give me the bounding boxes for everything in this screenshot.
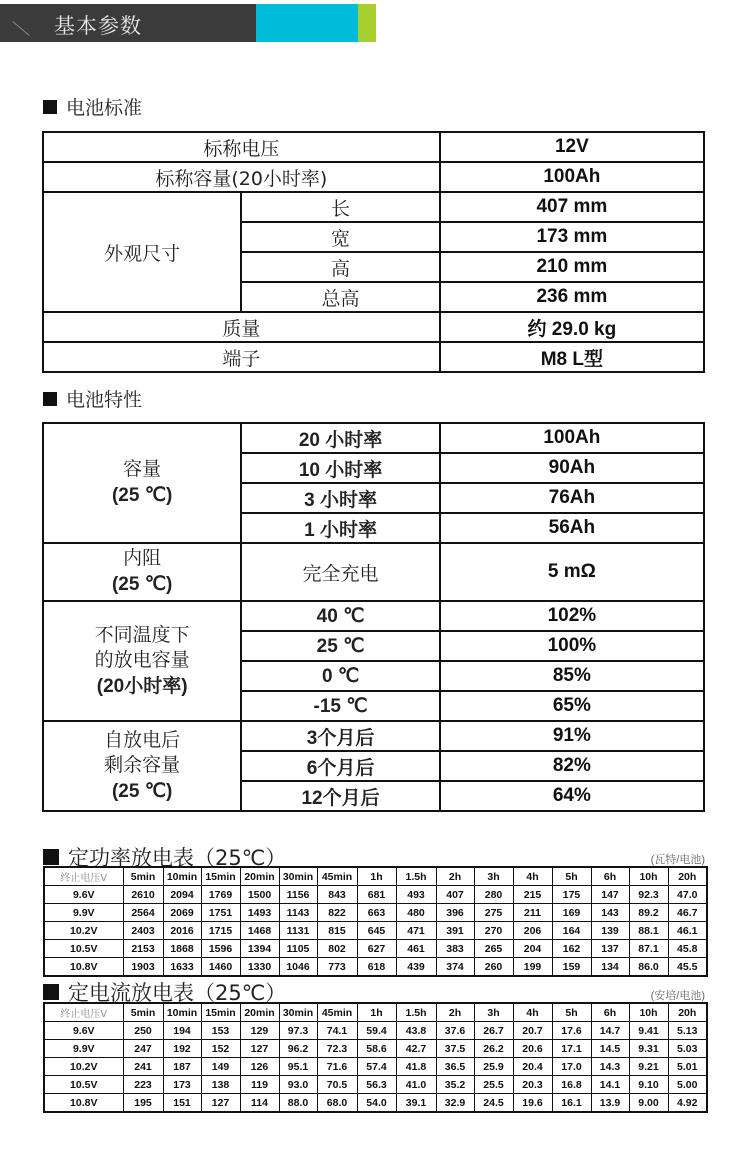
heading-text: 电池标准 [66, 97, 143, 119]
internal-resistance-label-cell [43, 543, 241, 601]
data-cell: 1046 [279, 958, 317, 977]
unit-label: (安培/电池) [650, 990, 705, 1002]
battery-characteristics-table [42, 422, 705, 812]
data-cell: 4.92 [668, 1094, 707, 1113]
data-cell: 43.8 [396, 1022, 436, 1040]
rate-cell: 10 小时率 [241, 453, 439, 483]
rate-cell: 1 小时率 [241, 513, 439, 543]
label-cell: 长 [241, 192, 439, 222]
data-cell: 627 [357, 940, 396, 958]
heading-text: 定电流放电表（25℃） [68, 981, 287, 1005]
data-cell: 493 [396, 886, 436, 904]
data-cell: 260 [474, 958, 513, 977]
table-row [43, 543, 704, 601]
label-line: (25 ℃) [111, 485, 173, 506]
value-cell: 90Ah [440, 453, 704, 483]
label-line: 不同温度下 [94, 623, 190, 646]
header-row [44, 867, 707, 886]
column-header: 2h [436, 867, 474, 886]
data-cell: 14.3 [591, 1058, 629, 1076]
value-cell: 85% [440, 661, 704, 691]
voltage-cell: 10.5V [44, 940, 123, 958]
data-cell: 480 [396, 904, 436, 922]
column-header: 2h [436, 1003, 474, 1022]
column-header: 20min [240, 1003, 279, 1022]
data-cell: 1460 [201, 958, 240, 977]
data-cell: 645 [357, 922, 396, 940]
data-cell: 843 [317, 886, 357, 904]
data-cell: 822 [317, 904, 357, 922]
data-cell: 280 [474, 886, 513, 904]
label-line: 内阻 [123, 547, 162, 570]
data-cell: 2564 [123, 904, 163, 922]
temperature-cell: 25 ℃ [241, 631, 439, 661]
section-heading-battery-characteristics [43, 385, 142, 412]
section-banner [0, 4, 376, 42]
column-header: 3h [474, 1003, 513, 1022]
value-cell: 210 mm [440, 252, 704, 282]
data-cell: 119 [240, 1076, 279, 1094]
data-cell: 169 [552, 904, 591, 922]
data-cell: 5.13 [668, 1022, 707, 1040]
table-row [44, 1076, 707, 1094]
data-cell: 215 [513, 886, 552, 904]
column-header: 20h [668, 867, 707, 886]
data-cell: 1500 [240, 886, 279, 904]
data-cell: 35.2 [436, 1076, 474, 1094]
column-header: 10min [163, 1003, 201, 1022]
heading-text: 电池特性 [66, 389, 143, 411]
data-cell: 5.03 [668, 1040, 707, 1058]
data-cell: 5.01 [668, 1058, 707, 1076]
label-cell: 总高 [241, 282, 439, 312]
data-cell: 71.6 [317, 1058, 357, 1076]
data-cell: 95.1 [279, 1058, 317, 1076]
table-row [43, 132, 704, 162]
table-row [44, 1094, 707, 1113]
data-cell: 88.0 [279, 1094, 317, 1113]
column-header: 15min [201, 867, 240, 886]
data-cell: 265 [474, 940, 513, 958]
data-cell: 9.41 [629, 1022, 668, 1040]
data-cell: 37.6 [436, 1022, 474, 1040]
value-cell: 约 29.0 kg [440, 312, 704, 342]
label-cell: 质量 [43, 312, 440, 342]
data-cell: 13.9 [591, 1094, 629, 1113]
table-row [44, 922, 707, 940]
data-cell: 147 [591, 886, 629, 904]
data-cell: 17.1 [552, 1040, 591, 1058]
data-cell: 88.1 [629, 922, 668, 940]
column-header: 15min [201, 1003, 240, 1022]
data-cell: 1715 [201, 922, 240, 940]
banner-title: 基本参数 [54, 14, 142, 38]
dimensions-label-cell: 外观尺寸 [43, 192, 241, 312]
data-cell: 2016 [163, 922, 201, 940]
table-row [44, 940, 707, 958]
data-cell: 206 [513, 922, 552, 940]
data-cell: 9.31 [629, 1040, 668, 1058]
data-cell: 1468 [240, 922, 279, 940]
data-cell: 1868 [163, 940, 201, 958]
data-cell: 19.6 [513, 1094, 552, 1113]
table-row [43, 312, 704, 342]
table-row [43, 162, 704, 192]
data-cell: 223 [123, 1076, 163, 1094]
data-cell: 1493 [240, 904, 279, 922]
data-cell: 68.0 [317, 1094, 357, 1113]
battery-standard-table [42, 131, 705, 373]
data-cell: 815 [317, 922, 357, 940]
table-row [44, 1040, 707, 1058]
label-cell: 高 [241, 252, 439, 282]
data-cell: 391 [436, 922, 474, 940]
data-cell: 46.1 [668, 922, 707, 940]
column-header-cutoff-voltage: 终止电压V [44, 867, 123, 886]
column-header: 10h [629, 867, 668, 886]
period-cell: 6个月后 [241, 751, 439, 781]
value-cell: 76Ah [440, 483, 704, 513]
data-cell: 187 [163, 1058, 201, 1076]
data-cell: 127 [240, 1040, 279, 1058]
data-cell: 137 [591, 940, 629, 958]
label-line: 自放电后 [104, 728, 181, 751]
data-cell: 9.10 [629, 1076, 668, 1094]
value-cell: 65% [440, 691, 704, 721]
column-header: 6h [591, 867, 629, 886]
data-cell: 471 [396, 922, 436, 940]
value-cell: 100% [440, 631, 704, 661]
column-header: 10min [163, 867, 201, 886]
data-cell: 74.1 [317, 1022, 357, 1040]
voltage-cell: 10.2V [44, 1058, 123, 1076]
column-header: 1h [357, 1003, 396, 1022]
data-cell: 247 [123, 1040, 163, 1058]
table-row [44, 904, 707, 922]
data-cell: 2094 [163, 886, 201, 904]
data-cell: 20.6 [513, 1040, 552, 1058]
data-cell: 56.3 [357, 1076, 396, 1094]
data-cell: 1156 [279, 886, 317, 904]
data-cell: 114 [240, 1094, 279, 1113]
data-cell: 16.1 [552, 1094, 591, 1113]
data-cell: 175 [552, 886, 591, 904]
data-cell: 1330 [240, 958, 279, 977]
data-cell: 250 [123, 1022, 163, 1040]
data-cell: 16.8 [552, 1076, 591, 1094]
data-cell: 26.7 [474, 1022, 513, 1040]
capacity-label-cell [43, 423, 241, 543]
label-line: (25 ℃) [111, 574, 173, 595]
column-header: 5min [123, 1003, 163, 1022]
data-cell: 195 [123, 1094, 163, 1113]
data-cell: 17.6 [552, 1022, 591, 1040]
data-cell: 241 [123, 1058, 163, 1076]
table-row [43, 342, 704, 372]
condition-cell: 完全充电 [241, 543, 439, 601]
data-cell: 86.0 [629, 958, 668, 977]
data-cell: 47.0 [668, 886, 707, 904]
value-cell: 5 mΩ [440, 543, 704, 601]
column-header: 30min [279, 867, 317, 886]
data-cell: 54.0 [357, 1094, 396, 1113]
rate-cell: 3 小时率 [241, 483, 439, 513]
data-cell: 1596 [201, 940, 240, 958]
self-discharge-label-cell [43, 721, 241, 811]
data-cell: 87.1 [629, 940, 668, 958]
column-header: 3h [474, 867, 513, 886]
column-header: 20h [668, 1003, 707, 1022]
data-cell: 24.5 [474, 1094, 513, 1113]
data-cell: 2610 [123, 886, 163, 904]
column-header: 5h [552, 867, 591, 886]
data-cell: 199 [513, 958, 552, 977]
data-cell: 25.9 [474, 1058, 513, 1076]
data-cell: 773 [317, 958, 357, 977]
data-cell: 149 [201, 1058, 240, 1076]
table-row [43, 721, 704, 751]
value-cell: 173 mm [440, 222, 704, 252]
label-line: (25 ℃) [111, 780, 173, 802]
table-row [44, 1058, 707, 1076]
table-row [44, 886, 707, 904]
data-cell: 45.5 [668, 958, 707, 977]
data-cell: 275 [474, 904, 513, 922]
data-cell: 42.7 [396, 1040, 436, 1058]
data-cell: 14.7 [591, 1022, 629, 1040]
data-cell: 681 [357, 886, 396, 904]
data-cell: 72.3 [317, 1040, 357, 1058]
label-cell: 端子 [43, 342, 440, 372]
table-row [44, 1022, 707, 1040]
rate-cell: 20 小时率 [241, 423, 439, 453]
temperature-cell: 40 ℃ [241, 601, 439, 631]
square-bullet-icon [43, 100, 57, 114]
data-cell: 59.4 [357, 1022, 396, 1040]
value-cell: 236 mm [440, 282, 704, 312]
data-cell: 1394 [240, 940, 279, 958]
column-header: 20min [240, 867, 279, 886]
data-cell: 151 [163, 1094, 201, 1113]
voltage-cell: 10.2V [44, 922, 123, 940]
unit-label: (瓦特/电池) [650, 854, 705, 866]
column-header: 30min [279, 1003, 317, 1022]
square-bullet-icon [43, 392, 57, 406]
data-cell: 461 [396, 940, 436, 958]
data-cell: 2403 [123, 922, 163, 940]
value-cell: 91% [440, 721, 704, 751]
square-bullet-icon [43, 849, 59, 865]
data-cell: 32.9 [436, 1094, 474, 1113]
data-cell: 97.3 [279, 1022, 317, 1040]
section-heading-battery-standard [43, 93, 142, 120]
data-cell: 1903 [123, 958, 163, 977]
value-cell: M8 L型 [440, 342, 704, 372]
data-cell: 152 [201, 1040, 240, 1058]
column-header: 45min [317, 1003, 357, 1022]
header-row [44, 1003, 707, 1022]
voltage-cell: 9.9V [44, 904, 123, 922]
data-cell: 270 [474, 922, 513, 940]
column-header: 45min [317, 867, 357, 886]
data-cell: 89.2 [629, 904, 668, 922]
column-header-cutoff-voltage: 终止电压V [44, 1003, 123, 1022]
data-cell: 439 [396, 958, 436, 977]
data-cell: 407 [436, 886, 474, 904]
voltage-cell: 9.6V [44, 1022, 123, 1040]
data-cell: 618 [357, 958, 396, 977]
column-header: 6h [591, 1003, 629, 1022]
label-cell: 标称容量(20小时率) [43, 162, 440, 192]
data-cell: 138 [201, 1076, 240, 1094]
value-cell: 100Ah [440, 162, 704, 192]
data-cell: 57.4 [357, 1058, 396, 1076]
data-cell: 1131 [279, 922, 317, 940]
voltage-cell: 10.8V [44, 958, 123, 977]
column-header: 1h [357, 867, 396, 886]
banner-cyan-block [256, 4, 358, 42]
table-row [43, 192, 704, 222]
column-header: 4h [513, 1003, 552, 1022]
square-bullet-icon [43, 984, 59, 1000]
data-cell: 126 [240, 1058, 279, 1076]
column-header: 10h [629, 1003, 668, 1022]
data-cell: 139 [591, 922, 629, 940]
data-cell: 1751 [201, 904, 240, 922]
label-cell: 标称电压 [43, 132, 440, 162]
period-cell: 3个月后 [241, 721, 439, 751]
data-cell: 127 [201, 1094, 240, 1113]
data-cell: 9.21 [629, 1058, 668, 1076]
data-cell: 20.3 [513, 1076, 552, 1094]
column-header: 4h [513, 867, 552, 886]
value-cell: 12V [440, 132, 704, 162]
data-cell: 93.0 [279, 1076, 317, 1094]
data-cell: 14.1 [591, 1076, 629, 1094]
value-cell: 64% [440, 781, 704, 811]
label-line: 容量 [123, 458, 162, 481]
data-cell: 20.7 [513, 1022, 552, 1040]
temperature-cell: 0 ℃ [241, 661, 439, 691]
temperature-cell: -15 ℃ [241, 691, 439, 721]
label-line: (20小时率) [96, 675, 188, 697]
data-cell: 192 [163, 1040, 201, 1058]
temperature-capacity-label-cell [43, 601, 241, 721]
value-cell: 407 mm [440, 192, 704, 222]
data-cell: 396 [436, 904, 474, 922]
data-cell: 14.5 [591, 1040, 629, 1058]
value-cell: 102% [440, 601, 704, 631]
table-row [43, 601, 704, 631]
voltage-cell: 9.9V [44, 1040, 123, 1058]
column-header: 5h [552, 1003, 591, 1022]
data-cell: 164 [552, 922, 591, 940]
value-cell: 56Ah [440, 513, 704, 543]
data-cell: 36.5 [436, 1058, 474, 1076]
banner-green-block [358, 4, 376, 42]
data-cell: 92.3 [629, 886, 668, 904]
data-cell: 46.7 [668, 904, 707, 922]
value-cell: 100Ah [440, 423, 704, 453]
data-cell: 45.8 [668, 940, 707, 958]
data-cell: 173 [163, 1076, 201, 1094]
data-cell: 153 [201, 1022, 240, 1040]
constant-current-table [43, 1002, 708, 1113]
data-cell: 41.8 [396, 1058, 436, 1076]
column-header: 1.5h [396, 867, 436, 886]
data-cell: 39.1 [396, 1094, 436, 1113]
data-cell: 143 [591, 904, 629, 922]
data-cell: 58.6 [357, 1040, 396, 1058]
constant-power-table [43, 866, 708, 977]
data-cell: 663 [357, 904, 396, 922]
label-line: 剩余容量 [104, 754, 181, 777]
data-cell: 96.2 [279, 1040, 317, 1058]
data-cell: 1769 [201, 886, 240, 904]
voltage-cell: 10.5V [44, 1076, 123, 1094]
data-cell: 26.2 [474, 1040, 513, 1058]
data-cell: 383 [436, 940, 474, 958]
data-cell: 1633 [163, 958, 201, 977]
data-cell: 204 [513, 940, 552, 958]
heading-text: 定功率放电表（25℃） [68, 846, 287, 870]
value-cell: 82% [440, 751, 704, 781]
data-cell: 134 [591, 958, 629, 977]
data-cell: 159 [552, 958, 591, 977]
column-header: 5min [123, 867, 163, 886]
table-row [43, 423, 704, 453]
data-cell: 17.0 [552, 1058, 591, 1076]
data-cell: 20.4 [513, 1058, 552, 1076]
data-cell: 5.00 [668, 1076, 707, 1094]
data-cell: 1143 [279, 904, 317, 922]
table-row [44, 958, 707, 977]
voltage-cell: 9.6V [44, 886, 123, 904]
data-cell: 41.0 [396, 1076, 436, 1094]
data-cell: 129 [240, 1022, 279, 1040]
data-cell: 1105 [279, 940, 317, 958]
data-cell: 194 [163, 1022, 201, 1040]
column-header: 1.5h [396, 1003, 436, 1022]
data-cell: 70.5 [317, 1076, 357, 1094]
label-line: 的放电容量 [94, 649, 190, 672]
period-cell: 12个月后 [241, 781, 439, 811]
data-cell: 802 [317, 940, 357, 958]
data-cell: 374 [436, 958, 474, 977]
voltage-cell: 10.8V [44, 1094, 123, 1113]
data-cell: 37.5 [436, 1040, 474, 1058]
data-cell: 2153 [123, 940, 163, 958]
data-cell: 2069 [163, 904, 201, 922]
label-cell: 宽 [241, 222, 439, 252]
data-cell: 211 [513, 904, 552, 922]
data-cell: 9.00 [629, 1094, 668, 1113]
data-cell: 25.5 [474, 1076, 513, 1094]
data-cell: 162 [552, 940, 591, 958]
